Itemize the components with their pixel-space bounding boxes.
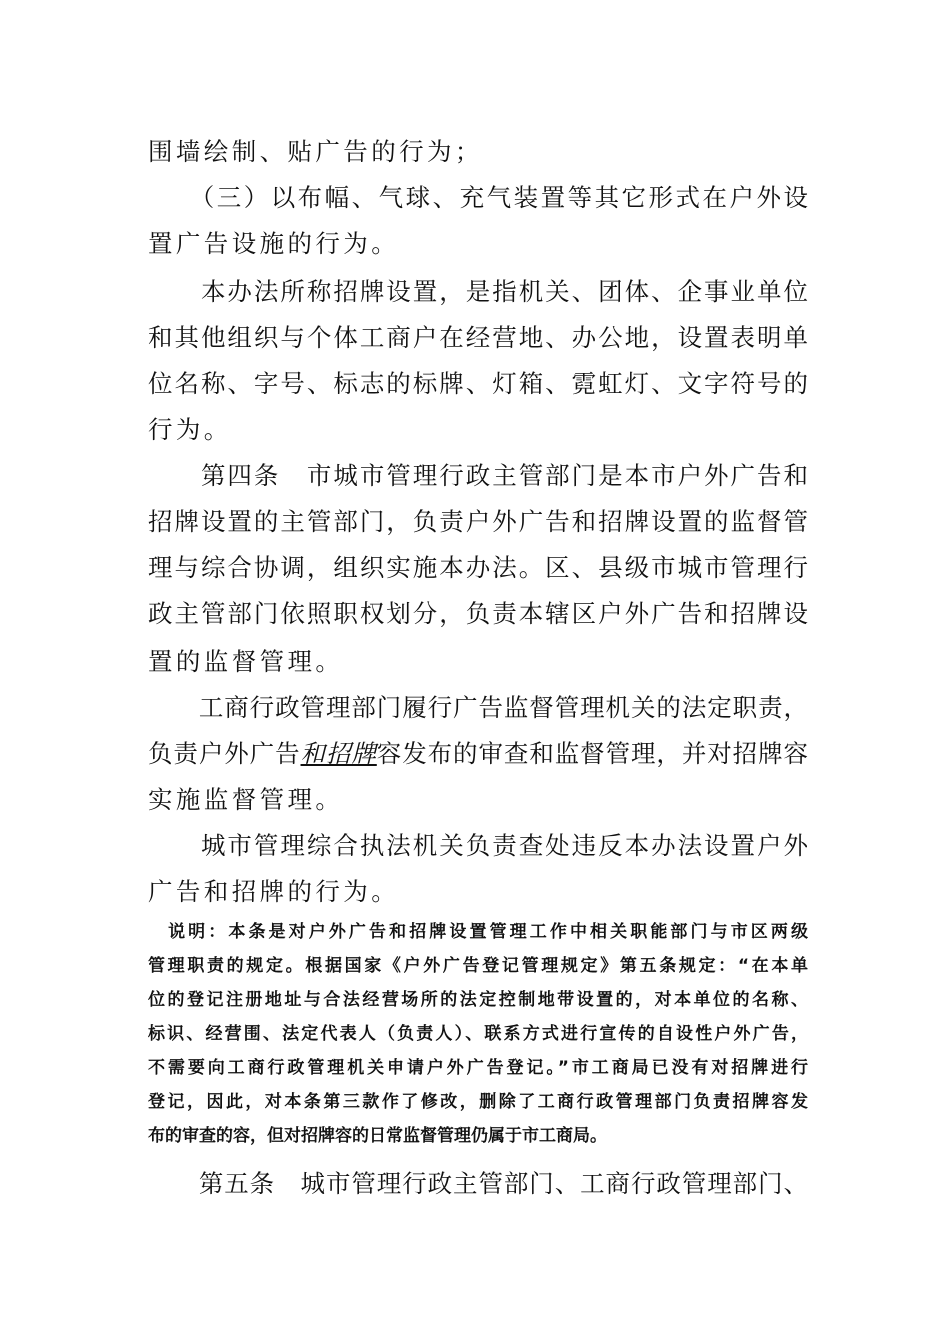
text-line: 行为。 [148, 415, 232, 444]
note-line: 标识、经营围、法定代表人（负责人）、联系方式进行宣传的自设性户外广告， [148, 1024, 808, 1044]
text-line: 和其他组织与个体工商户在经营地、办公地，设置表明单 [148, 323, 808, 352]
text-line: 政主管部门依照职权划分，负责本辖区户外广告和招牌设 [148, 599, 808, 628]
text-fragment: 容发布的审查和监督管理，并对招牌容 [376, 739, 809, 768]
text-line: 位名称、字号、标志的标牌、灯箱、霓虹灯、文字符号的 [148, 369, 808, 398]
text-line: 理与综合协调，组织实施本办法。区、县级市城市管理行 [148, 553, 808, 582]
text-line: 第四条 市城市管理行政主管部门是本市户外广告和 [148, 461, 808, 490]
text-line: （三）以布幅、气球、充气装置等其它形式在户外设 [148, 183, 808, 212]
text-fragment: 负责户外广告 [148, 739, 301, 768]
note-line: 登记，因此，对本条第三款作了修改，删除了工商行政管理部门负责招牌容发 [148, 1092, 808, 1112]
text-line: 围墙绘制、贴广告的行为； [148, 137, 483, 166]
text-line: 广告和招牌的行为。 [148, 877, 400, 906]
text-line [148, 738, 808, 770]
note-line: 不需要向工商行政管理机关申请户外广告登记。”市工商局已没有对招牌进行 [148, 1058, 808, 1078]
text-line: 招牌设置的主管部门，负责户外广告和招牌设置的监督管 [148, 507, 808, 536]
text-line: 本办法所称招牌设置，是指机关、团体、企事业单位 [148, 277, 808, 306]
note-line: 管理职责的规定。根据国家《户外广告登记管理规定》第五条规定：“在本单 [148, 956, 808, 976]
text-line: 实施监督管理。 [148, 785, 344, 814]
text-line: 第五条 城市管理行政主管部门、工商行政管理部门、 [148, 1169, 808, 1198]
text-line: 置的监督管理。 [148, 647, 344, 676]
text-line: 城市管理综合执法机关负责查处违反本办法设置户外 [148, 831, 808, 860]
note-line: 布的审查的容，但对招牌容的日常监督管理仍属于市工商局。 [148, 1126, 607, 1146]
note-line: 位的登记注册地址与合法经营场所的法定控制地带设置的，对本单位的名称、 [148, 990, 808, 1010]
note-line: 说明：本条是对户外广告和招牌设置管理工作中相关职能部门与市区两级 [148, 922, 808, 942]
text-line: 工商行政管理部门履行广告监督管理机关的法定职责， [148, 693, 808, 722]
underlined-text: 和招牌 [300, 739, 377, 768]
text-line: 置广告设施的行为。 [148, 229, 400, 258]
